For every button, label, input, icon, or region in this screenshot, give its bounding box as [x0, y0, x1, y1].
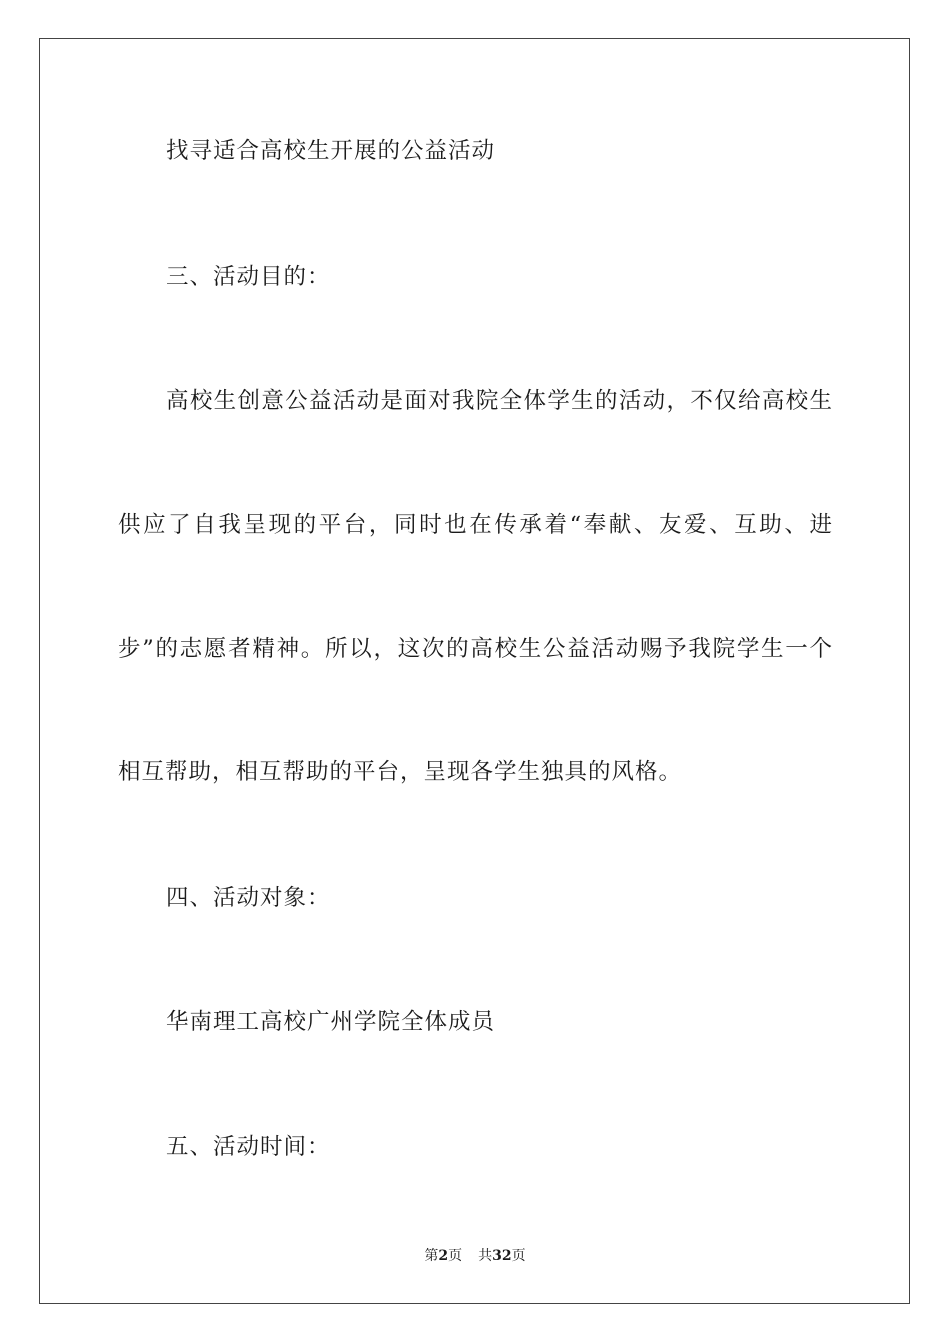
total-suffix: 页: [511, 1248, 526, 1264]
body-text-line: 相互帮助，相互帮助的平台，呈现各学生独具的风格。: [118, 759, 683, 785]
body-text-line: 高校生创意公益活动是面对我院全体学生的活动，不仅给高校生: [166, 388, 832, 414]
section-heading-purpose: 三、活动目的：: [166, 264, 331, 290]
body-text-line: 找寻适合高校生开展的公益活动: [166, 138, 496, 164]
section-heading-audience: 四、活动对象：: [166, 885, 331, 911]
body-text-line: 步”的志愿者精神。所以，这次的高校生公益活动赐予我院学生一个: [118, 636, 832, 662]
page-footer: [0, 1247, 950, 1265]
total-pages: 32: [492, 1248, 512, 1264]
page-number: 2: [438, 1248, 449, 1264]
page-suffix: 页: [448, 1248, 463, 1264]
page-border: [39, 38, 910, 1304]
section-heading-time: 五、活动时间：: [166, 1134, 331, 1160]
total-prefix: 共: [478, 1248, 493, 1264]
body-text-line: 供应了自我呈现的平台，同时也在传承着“奉献、友爱、互助、进: [118, 512, 832, 538]
body-text-line: 华南理工高校广州学院全体成员: [166, 1009, 496, 1035]
page-prefix: 第: [424, 1248, 439, 1264]
